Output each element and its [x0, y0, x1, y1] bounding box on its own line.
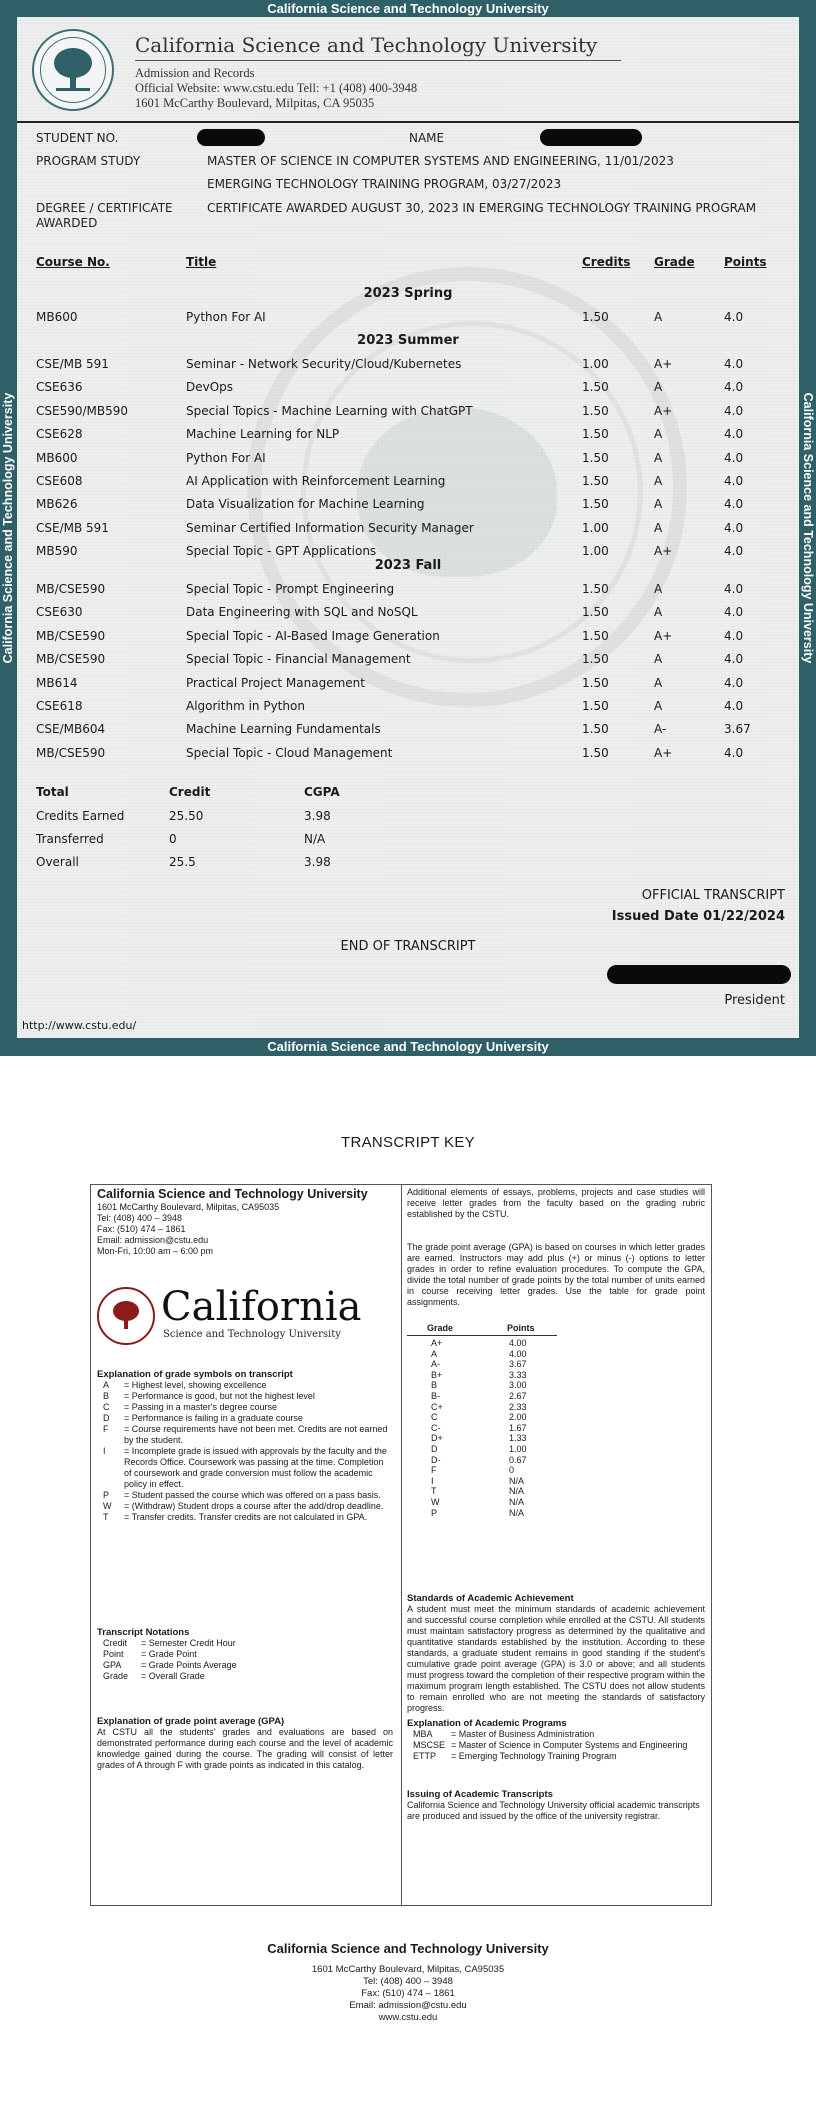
- programs-list: [407, 1729, 705, 1762]
- notation-row: [97, 1649, 393, 1660]
- course-title: Seminar Certified Information Security Manager: [186, 520, 474, 535]
- course-number: MB590: [36, 544, 78, 559]
- key-contact-line: Mon-Fri, 10:00 am – 6:00 pm: [97, 1246, 214, 1256]
- term-heading: 2023 Fall: [374, 558, 442, 573]
- program-1: MASTER OF SCIENCE IN COMPUTER SYSTEMS AND ENGINEERING, 11/01/2023: [207, 154, 674, 168]
- col-header-grade: Grade: [654, 255, 695, 269]
- key-contact-line: 1601 McCarthy Boulevard, Milpitas, CA95035: [97, 1202, 280, 1212]
- issued-date: Issued Date 01/22/2024: [611, 909, 785, 924]
- grade-points: 3.33: [509, 1369, 527, 1380]
- key-left-contact: [97, 1187, 393, 1257]
- grade-points-table: [407, 1323, 587, 1523]
- key-contact-line: Email: admission@cstu.edu: [97, 1235, 209, 1245]
- header-university-name: California Science and Technology University: [135, 33, 598, 57]
- grade-letter: F: [431, 1465, 437, 1476]
- summary-cgpa: 3.98: [304, 809, 331, 823]
- grade-symbol: P: [103, 1490, 110, 1500]
- col-header-credits: Credits: [582, 255, 631, 269]
- transcript-key-box: [90, 1184, 712, 1906]
- header-rule: [135, 60, 621, 61]
- key-column-divider: [401, 1185, 402, 1905]
- course-credits: 1.50: [582, 310, 609, 324]
- notation-term: Grade: [103, 1671, 129, 1681]
- notations-list: [97, 1638, 393, 1682]
- notations-heading: Transcript Notations: [97, 1627, 190, 1638]
- course-credits: 1.00: [582, 520, 609, 535]
- footer-line: Tel: (408) 400 – 3948: [363, 1976, 453, 1987]
- key-footer: [0, 1940, 816, 2024]
- course-grade: A-: [654, 722, 667, 737]
- border-text-bottom: California Science and Technology University: [267, 1039, 549, 1054]
- redacted-signature: [607, 965, 791, 984]
- course-credits: 1.50: [582, 628, 609, 643]
- grade-symbol-desc: = Incomplete grade is issued with approvals by the faculty and the Records Office. Coursework was passing at the time. Completion of coursework and grade conversion must follow the academic policy in effect.: [124, 1446, 387, 1489]
- course-title: Special Topic - Financial Management: [186, 652, 411, 667]
- course-title: Machine Learning Fundamentals: [186, 722, 381, 737]
- grade-points: 2.67: [509, 1391, 527, 1401]
- course-credits: 1.00: [582, 544, 609, 559]
- col-header-course-no: Course No.: [36, 255, 110, 269]
- grade-symbol: A: [103, 1380, 110, 1390]
- program-row: [407, 1729, 705, 1740]
- summary-header-cgpa: CGPA: [304, 785, 340, 799]
- summary-header-total: Total: [36, 785, 69, 799]
- programs-section: [407, 1718, 705, 1762]
- header-divider: [17, 121, 799, 123]
- key-contact-line: Fax: (510) 474 – 1861: [97, 1224, 186, 1234]
- grade-letter: D: [431, 1444, 438, 1454]
- grade-table-header-grade: Grade: [427, 1323, 454, 1333]
- grade-symbol-row: [97, 1501, 393, 1512]
- program-label: PROGRAM STUDY: [36, 154, 141, 168]
- grade-symbol-row: [97, 1380, 393, 1391]
- course-grade: A: [654, 605, 663, 620]
- grade-table-header-points: Points: [507, 1323, 535, 1333]
- grade-points: N/A: [509, 1486, 525, 1497]
- course-title: Python For AI: [186, 450, 266, 465]
- course-grade: A: [654, 582, 663, 596]
- program-row: [407, 1740, 705, 1751]
- course-credits: 1.50: [582, 675, 609, 690]
- summary-credit: 25.5: [169, 855, 196, 869]
- standards-text: A student must meet the minimum standards of academic achievement and successful course completion while enrolled at the CSTU. All students must maintain satisfactory progress as determined by the qualitative and quantitative standards established by the institution. According to these standards, a graduate student remains in good standing if the student's cumulative grade point average (GPA) is 3.0 or above; and all students must progress toward the completion of their respective program within the maximum program length established. The CSTU does not allow students to remain enrolled who are not meeting the standards of satisfactory progress.: [407, 1604, 705, 1713]
- grade-symbol: W: [103, 1501, 112, 1511]
- program-desc: = Master of Business Administration: [451, 1729, 595, 1739]
- course-number: MB626: [36, 497, 78, 512]
- summary-credit: 0: [169, 832, 177, 846]
- grade-letter: C-: [431, 1422, 441, 1433]
- summary-row: [17, 855, 517, 875]
- grade-points: 1.00: [509, 1444, 527, 1454]
- course-row: [17, 427, 799, 449]
- course-number: CSE630: [36, 605, 83, 620]
- course-points: 4.0: [724, 745, 744, 760]
- col-header-title: Title: [186, 255, 217, 269]
- course-row: [17, 629, 799, 651]
- course-grade: A: [654, 427, 663, 442]
- notation-desc: = Grade Point: [141, 1649, 197, 1659]
- course-number: MB/CSE590: [36, 628, 106, 643]
- course-credits: 1.50: [582, 699, 609, 713]
- grade-symbol-row: [97, 1413, 393, 1424]
- notations-section: [97, 1627, 393, 1682]
- grade-letter: T: [431, 1486, 437, 1497]
- course-credits: 1.50: [582, 403, 609, 418]
- grade-points: 1.67: [509, 1422, 527, 1433]
- grade-letter: B-: [431, 1391, 440, 1401]
- course-number: CSE628: [36, 427, 83, 442]
- summary-row: [17, 809, 517, 829]
- course-credits: 1.50: [582, 450, 609, 465]
- grade-points: N/A: [509, 1475, 525, 1486]
- course-credits: 1.50: [582, 745, 609, 760]
- notation-term: Credit: [103, 1638, 128, 1648]
- course-title: Algorithm in Python: [186, 699, 305, 713]
- grade-points: 0: [509, 1465, 515, 1476]
- course-points: 4.0: [724, 675, 744, 690]
- gpa-text: At CSTU all the students' grades and evaluations are based on demonstrated performance during each course and the level of academic knowledge gained during the course. The grading will consist of letter grades of A through F with grade points as indicated in this catalog.: [97, 1727, 393, 1770]
- course-grade: A+: [654, 544, 673, 559]
- gpa-heading: Explanation of grade point average (GPA): [97, 1716, 285, 1727]
- grade-symbol-row: [97, 1446, 393, 1490]
- course-grade: A: [654, 310, 663, 324]
- course-row: [17, 310, 799, 332]
- course-points: 4.0: [724, 544, 744, 559]
- summary-cgpa: N/A: [304, 832, 326, 846]
- program-abbr: ETTP: [413, 1751, 437, 1761]
- program-desc: = Emerging Technology Training Program: [451, 1751, 617, 1761]
- grade-points: 4.00: [509, 1348, 527, 1359]
- notation-desc: = Semester Credit Hour: [141, 1638, 236, 1648]
- header-department: Admission and Records: [135, 66, 255, 80]
- grade-symbol-desc: = Transfer credits. Transfer credits are not calculated in GPA.: [124, 1512, 368, 1522]
- grade-symbol-row: [97, 1424, 393, 1446]
- issuing-text: California Science and Technology University official academic transcripts are produced and issued by the office of the university registrar.: [407, 1800, 700, 1821]
- course-row: [17, 404, 799, 426]
- university-seal-icon: [32, 29, 114, 111]
- footer-line: 1601 McCarthy Boulevard, Milpitas, CA95035: [311, 1964, 505, 1975]
- course-title: Special Topic - Cloud Management: [186, 745, 393, 760]
- course-title: Special Topics - Machine Learning with ChatGPT: [186, 403, 473, 418]
- course-row: [17, 699, 799, 721]
- course-points: 4.0: [724, 652, 744, 667]
- course-grade: A: [654, 675, 663, 690]
- program-desc: = Master of Science in Computer Systems and Engineering: [451, 1740, 688, 1750]
- grade-points: 2.33: [509, 1401, 527, 1412]
- california-seal-icon: [97, 1287, 155, 1345]
- course-number: MB/CSE590: [36, 652, 106, 667]
- official-transcript-label: OFFICIAL TRANSCRIPT: [641, 888, 785, 903]
- course-title: Special Topic - GPT Applications: [186, 544, 377, 559]
- grade-symbol-desc: = Highest level, showing excellence: [124, 1380, 267, 1390]
- key-univ-name: California Science and Technology University: [97, 1187, 368, 1201]
- grade-symbols-heading: Explanation of grade symbols on transcript: [97, 1369, 293, 1380]
- program-abbr: MSCSE: [413, 1740, 446, 1750]
- transcript-key-title: TRANSCRIPT KEY: [341, 1134, 475, 1151]
- course-number: CSE618: [36, 699, 83, 713]
- grade-symbol-desc: = Passing in a master's degree course: [124, 1402, 278, 1412]
- grade-symbols-list: [97, 1380, 393, 1523]
- course-row: [17, 357, 799, 379]
- grade-symbol-desc: = (Withdraw) Student drops a course after the add/drop deadline.: [124, 1501, 384, 1511]
- grade-symbol: T: [103, 1512, 109, 1522]
- course-number: MB600: [36, 310, 78, 324]
- grade-symbol-row: [97, 1391, 393, 1402]
- course-credits: 1.50: [582, 380, 609, 395]
- course-row: [17, 605, 799, 627]
- footer-univ-name: California Science and Technology University: [267, 1941, 549, 1956]
- grade-letter: A-: [431, 1359, 440, 1370]
- course-credits: 1.50: [582, 605, 609, 620]
- course-number: CSE/MB 591: [36, 357, 109, 371]
- footer-url-link[interactable]: http://www.cstu.edu/: [22, 1019, 137, 1032]
- summary-label: Credits Earned: [36, 809, 125, 823]
- course-points: 4.0: [724, 380, 744, 395]
- course-number: MB/CSE590: [36, 745, 106, 760]
- grade-symbol-row: [97, 1402, 393, 1413]
- course-title: AI Application with Reinforcement Learning: [186, 474, 446, 488]
- standards-heading: Standards of Academic Achievement: [407, 1593, 574, 1604]
- name-label: NAME: [409, 131, 445, 145]
- grade-letter: A+: [431, 1338, 443, 1348]
- course-points: 4.0: [724, 403, 744, 418]
- grade-symbol: I: [103, 1446, 106, 1456]
- notation-term: GPA: [103, 1660, 122, 1670]
- border-text-left: California Science and Technology University: [1, 392, 15, 664]
- grade-points: 3.00: [509, 1380, 527, 1391]
- course-number: CSE636: [36, 380, 83, 395]
- redacted-student-no: [197, 129, 265, 146]
- course-points: 4.0: [724, 310, 744, 324]
- grade-letter: D-: [431, 1454, 441, 1465]
- footer-line: Email: admission@cstu.edu: [349, 2000, 467, 2011]
- degree-label-2: AWARDED: [36, 216, 98, 230]
- grade-symbol: B: [103, 1391, 110, 1401]
- course-grade: A+: [654, 628, 673, 643]
- summary-label: Transferred: [36, 832, 104, 846]
- course-number: CSE/MB 591: [36, 520, 109, 535]
- key-contact-line: Tel: (408) 400 – 3948: [97, 1213, 183, 1223]
- course-number: CSE590/MB590: [36, 403, 129, 418]
- course-number: MB600: [36, 450, 78, 465]
- grade-points: 4.00: [509, 1338, 527, 1348]
- logo-word: California: [161, 1284, 362, 1330]
- course-credits: 1.50: [582, 497, 609, 512]
- grade-symbol: F: [103, 1424, 109, 1434]
- footer-website-link[interactable]: www.cstu.edu: [378, 2012, 438, 2023]
- issuing-heading: Issuing of Academic Transcripts: [407, 1789, 553, 1800]
- course-row: [17, 722, 799, 744]
- right-paragraph-1: Additional elements of essays, problems, projects and case studies will receive letter grades from the faculty based on the grading rubric established by the CSTU.: [407, 1187, 705, 1219]
- course-points: 4.0: [724, 474, 744, 488]
- grade-symbol-row: [97, 1512, 393, 1523]
- course-title: Python For AI: [186, 310, 266, 324]
- course-credits: 1.50: [582, 427, 609, 442]
- course-row: [17, 746, 799, 768]
- header-website: Official Website: www.cstu.edu Tell: +1 (408) 400-3948: [135, 81, 418, 95]
- course-grade: A: [654, 497, 663, 512]
- grade-symbol: C: [103, 1402, 110, 1412]
- grade-symbols-section: [97, 1369, 393, 1523]
- course-row: [17, 497, 799, 519]
- course-grade: A: [654, 652, 663, 667]
- course-grade: A: [654, 699, 663, 713]
- grade-points: N/A: [509, 1497, 525, 1507]
- footer-line: Fax: (510) 474 – 1861: [361, 1988, 455, 1999]
- course-points: 4.0: [724, 699, 744, 713]
- course-number: MB/CSE590: [36, 582, 106, 596]
- student-no-label: STUDENT NO.: [36, 131, 119, 145]
- course-grade: A: [654, 474, 663, 488]
- grade-letter: P: [431, 1507, 438, 1518]
- notation-desc: = Grade Points Average: [141, 1660, 237, 1670]
- course-title: DevOps: [186, 380, 234, 395]
- notation-row: [97, 1660, 393, 1671]
- term-heading: 2023 Spring: [363, 286, 453, 301]
- grade-points: N/A: [509, 1507, 525, 1518]
- course-row: [17, 652, 799, 674]
- course-grade: A: [654, 380, 663, 395]
- grade-letter: W: [431, 1497, 440, 1507]
- grade-symbol: D: [103, 1413, 110, 1423]
- summary-cgpa: 3.98: [304, 855, 331, 869]
- grade-points: 1.33: [509, 1433, 527, 1444]
- course-points: 4.0: [724, 582, 744, 596]
- program-row: [407, 1751, 705, 1762]
- course-row: [17, 582, 799, 604]
- issuing-section: [407, 1789, 705, 1822]
- header-address: 1601 McCarthy Boulevard, Milpitas, CA 95035: [135, 96, 375, 110]
- grade-letter: B+: [431, 1369, 443, 1380]
- grade-letter: C: [431, 1412, 438, 1423]
- grade-letter: B: [431, 1380, 438, 1391]
- grade-points: 3.67: [509, 1359, 527, 1370]
- course-credits: 1.50: [582, 652, 609, 667]
- degree-label-1: DEGREE / CERTIFICATE: [36, 201, 173, 215]
- grade-symbol-row: [97, 1490, 393, 1501]
- summary-credit: 25.50: [169, 809, 204, 823]
- grade-points: 0.67: [509, 1454, 527, 1465]
- course-row: [17, 474, 799, 496]
- summary-header: [17, 785, 517, 805]
- course-number: MB614: [36, 675, 78, 690]
- notation-desc: = Overall Grade: [141, 1671, 205, 1681]
- program-abbr: MBA: [413, 1729, 433, 1739]
- course-credits: 1.50: [582, 474, 609, 488]
- grade-symbol-desc: = Student passed the course which was offered on a pass basis.: [124, 1490, 381, 1500]
- program-2: EMERGING TECHNOLOGY TRAINING PROGRAM, 03/27/2023: [207, 177, 562, 191]
- course-row: [17, 676, 799, 698]
- grade-letter: A: [431, 1348, 438, 1359]
- notation-term: Point: [103, 1649, 124, 1659]
- redacted-name: [540, 129, 642, 146]
- grade-symbol-desc: = Performance is good, but not the highest level: [124, 1391, 315, 1401]
- course-title: Data Engineering with SQL and NoSQL: [186, 605, 418, 620]
- col-header-points: Points: [724, 255, 767, 269]
- summary-label: Overall: [36, 855, 79, 869]
- end-of-transcript: END OF TRANSCRIPT: [340, 939, 476, 954]
- course-grade: A+: [654, 745, 673, 760]
- course-points: 4.0: [724, 520, 744, 535]
- course-row: [17, 380, 799, 402]
- course-points: 4.0: [724, 427, 744, 442]
- course-points: 3.67: [724, 722, 751, 737]
- course-credits: 1.50: [582, 582, 609, 596]
- course-points: 4.0: [724, 628, 744, 643]
- grade-points: 2.00: [509, 1412, 527, 1423]
- course-title: Data Visualization for Machine Learning: [186, 497, 425, 512]
- grade-symbol-desc: = Performance is failing in a graduate course: [124, 1413, 303, 1423]
- right-paragraph-2: The grade point average (GPA) is based on courses in which letter grades are earned. Instructors may add plus (+) or minus (-) options to letter grades in order to refine evaluation procedures. To compute the GPA, divide the total number of grade points by the total number of units earned in course receiving letter grades. Use the table for grade point assignments.: [407, 1242, 705, 1307]
- grade-letter: C+: [431, 1401, 443, 1412]
- course-title: Seminar - Network Security/Cloud/Kubernetes: [186, 357, 462, 371]
- course-credits: 1.00: [582, 357, 609, 371]
- border-text-top: California Science and Technology University: [267, 1, 549, 16]
- course-title: Special Topic - AI-Based Image Generation: [186, 628, 440, 643]
- course-points: 4.0: [724, 605, 744, 620]
- course-row: [17, 451, 799, 473]
- grade-symbol-desc: = Course requirements have not been met. Credits are not earned by the student.: [124, 1424, 388, 1445]
- course-grade: A: [654, 520, 663, 535]
- course-grade: A: [654, 450, 663, 465]
- course-grade: A+: [654, 357, 673, 371]
- notation-row: [97, 1671, 393, 1682]
- standards-section: [407, 1593, 705, 1714]
- summary-header-credit: Credit: [169, 785, 211, 799]
- course-points: 4.0: [724, 497, 744, 512]
- term-heading: 2023 Summer: [357, 333, 459, 348]
- course-number: CSE608: [36, 474, 83, 488]
- gpa-section: [97, 1716, 393, 1771]
- grade-letter: I: [431, 1475, 434, 1486]
- course-title: Special Topic - Prompt Engineering: [186, 582, 395, 596]
- notation-row: [97, 1638, 393, 1649]
- summary-row: [17, 832, 517, 852]
- grade-letter: D+: [431, 1433, 443, 1444]
- course-number: CSE/MB604: [36, 722, 106, 737]
- california-logo: [97, 1285, 373, 1351]
- transcript-sheet: [17, 17, 799, 1038]
- course-credits: 1.50: [582, 722, 609, 737]
- president-label: President: [724, 993, 785, 1008]
- degree-value: CERTIFICATE AWARDED AUGUST 30, 2023 IN EMERGING TECHNOLOGY TRAINING PROGRAM: [207, 201, 757, 215]
- logo-subtitle: Science and Technology University: [163, 1329, 341, 1340]
- border-text-right: California Science and Technology University: [801, 392, 815, 664]
- course-points: 4.0: [724, 357, 744, 371]
- course-grade: A+: [654, 403, 673, 418]
- grade-table-rule: [407, 1335, 557, 1336]
- programs-heading: Explanation of Academic Programs: [407, 1718, 567, 1729]
- course-title: Machine Learning for NLP: [186, 427, 340, 442]
- course-title: Practical Project Management: [186, 675, 365, 690]
- course-points: 4.0: [724, 450, 744, 465]
- course-row: [17, 521, 799, 543]
